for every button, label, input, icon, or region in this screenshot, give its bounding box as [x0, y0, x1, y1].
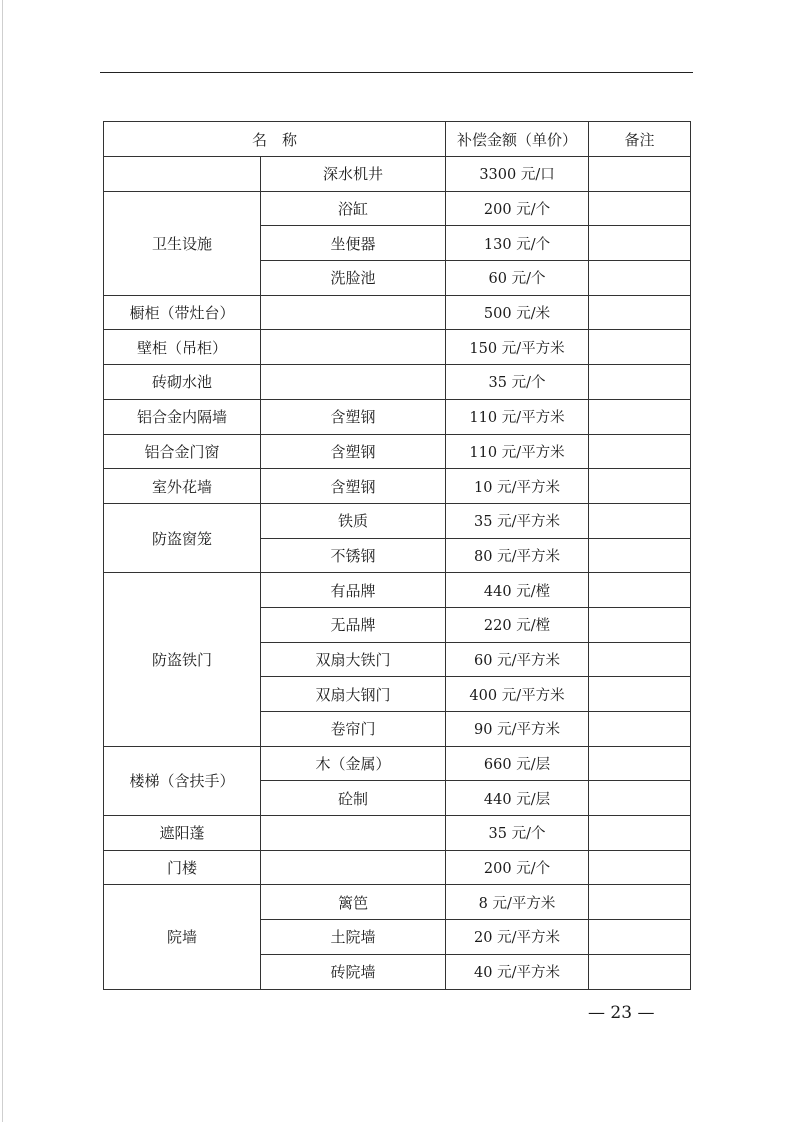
table-row	[104, 434, 691, 469]
price-cell: 110 元/平方米	[446, 399, 589, 434]
price-cell: 440 元/樘	[446, 573, 589, 608]
note-cell	[589, 885, 691, 920]
table-row	[104, 191, 691, 226]
subitem-cell: 深水机井	[261, 157, 446, 192]
price-cell: 400 元/平方米	[446, 677, 589, 712]
header-rule	[100, 72, 693, 73]
note-cell	[589, 954, 691, 989]
table-row	[104, 573, 691, 608]
subitem-cell: 卷帘门	[261, 712, 446, 747]
name-cell: 壁柜（吊柜）	[104, 330, 261, 365]
table-row	[104, 295, 691, 330]
price-cell: 35 元/个	[446, 816, 589, 851]
note-cell	[589, 677, 691, 712]
name-cell: 砖砌水池	[104, 365, 261, 400]
table-row	[104, 885, 691, 920]
name-cell: 卫生设施	[104, 191, 261, 295]
note-cell	[589, 920, 691, 955]
name-cell: 铝合金内隔墙	[104, 399, 261, 434]
price-cell: 200 元/个	[446, 191, 589, 226]
price-cell: 8 元/平方米	[446, 885, 589, 920]
price-cell: 10 元/平方米	[446, 469, 589, 504]
name-cell: 院墙	[104, 885, 261, 989]
note-cell	[589, 573, 691, 608]
note-cell	[589, 191, 691, 226]
subitem-cell	[261, 850, 446, 885]
price-cell: 110 元/平方米	[446, 434, 589, 469]
subitem-cell	[261, 295, 446, 330]
subitem-cell: 浴缸	[261, 191, 446, 226]
note-cell	[589, 261, 691, 296]
note-cell	[589, 434, 691, 469]
note-cell	[589, 295, 691, 330]
price-cell: 60 元/平方米	[446, 642, 589, 677]
subitem-cell: 含塑钢	[261, 434, 446, 469]
price-cell: 90 元/平方米	[446, 712, 589, 747]
subitem-cell: 含塑钢	[261, 469, 446, 504]
price-cell: 500 元/米	[446, 295, 589, 330]
price-cell: 440 元/层	[446, 781, 589, 816]
page-edge	[2, 0, 3, 1122]
price-cell: 3300 元/口	[446, 157, 589, 192]
subitem-cell: 无品牌	[261, 607, 446, 642]
price-cell: 660 元/层	[446, 746, 589, 781]
table-row	[104, 746, 691, 781]
table-row	[104, 469, 691, 504]
price-cell: 35 元/平方米	[446, 503, 589, 538]
table-row	[104, 330, 691, 365]
header-note: 备注	[589, 122, 691, 157]
subitem-cell: 砼制	[261, 781, 446, 816]
table-row	[104, 157, 691, 192]
table-row	[104, 816, 691, 851]
header-name: 名 称	[104, 122, 446, 157]
note-cell	[589, 642, 691, 677]
note-cell	[589, 607, 691, 642]
table-row	[104, 365, 691, 400]
price-cell: 35 元/个	[446, 365, 589, 400]
note-cell	[589, 816, 691, 851]
name-cell: 铝合金门窗	[104, 434, 261, 469]
note-cell	[589, 226, 691, 261]
compensation-table	[103, 121, 691, 990]
note-cell	[589, 399, 691, 434]
price-cell: 220 元/樘	[446, 607, 589, 642]
price-cell: 130 元/个	[446, 226, 589, 261]
price-cell: 200 元/个	[446, 850, 589, 885]
price-cell: 150 元/平方米	[446, 330, 589, 365]
subitem-cell: 土院墙	[261, 920, 446, 955]
header-amount: 补偿金额（单价）	[446, 122, 589, 157]
subitem-cell: 坐便器	[261, 226, 446, 261]
note-cell	[589, 712, 691, 747]
subitem-cell: 砖院墙	[261, 954, 446, 989]
name-cell: 楼梯（含扶手）	[104, 746, 261, 815]
price-cell: 80 元/平方米	[446, 538, 589, 573]
page-number: — 23 —	[588, 1003, 655, 1023]
name-cell: 室外花墙	[104, 469, 261, 504]
name-cell: 门楼	[104, 850, 261, 885]
subitem-cell	[261, 330, 446, 365]
note-cell	[589, 781, 691, 816]
subitem-cell: 铁质	[261, 503, 446, 538]
note-cell	[589, 746, 691, 781]
name-cell	[104, 157, 261, 192]
note-cell	[589, 538, 691, 573]
subitem-cell: 木（金属）	[261, 746, 446, 781]
price-cell: 20 元/平方米	[446, 920, 589, 955]
subitem-cell: 不锈钢	[261, 538, 446, 573]
name-cell: 遮阳蓬	[104, 816, 261, 851]
name-cell: 防盗窗笼	[104, 503, 261, 572]
subitem-cell: 篱笆	[261, 885, 446, 920]
table-row	[104, 503, 691, 538]
note-cell	[589, 850, 691, 885]
note-cell	[589, 503, 691, 538]
note-cell	[589, 157, 691, 192]
name-cell: 橱柜（带灶台）	[104, 295, 261, 330]
note-cell	[589, 330, 691, 365]
note-cell	[589, 365, 691, 400]
subitem-cell: 洗脸池	[261, 261, 446, 296]
subitem-cell: 双扇大钢门	[261, 677, 446, 712]
table-row	[104, 850, 691, 885]
table-row	[104, 399, 691, 434]
note-cell	[589, 469, 691, 504]
name-cell: 防盗铁门	[104, 573, 261, 746]
subitem-cell: 有品牌	[261, 573, 446, 608]
subitem-cell	[261, 816, 446, 851]
table-header-row	[104, 122, 691, 157]
price-cell: 60 元/个	[446, 261, 589, 296]
price-cell: 40 元/平方米	[446, 954, 589, 989]
subitem-cell	[261, 365, 446, 400]
subitem-cell: 双扇大铁门	[261, 642, 446, 677]
subitem-cell: 含塑钢	[261, 399, 446, 434]
